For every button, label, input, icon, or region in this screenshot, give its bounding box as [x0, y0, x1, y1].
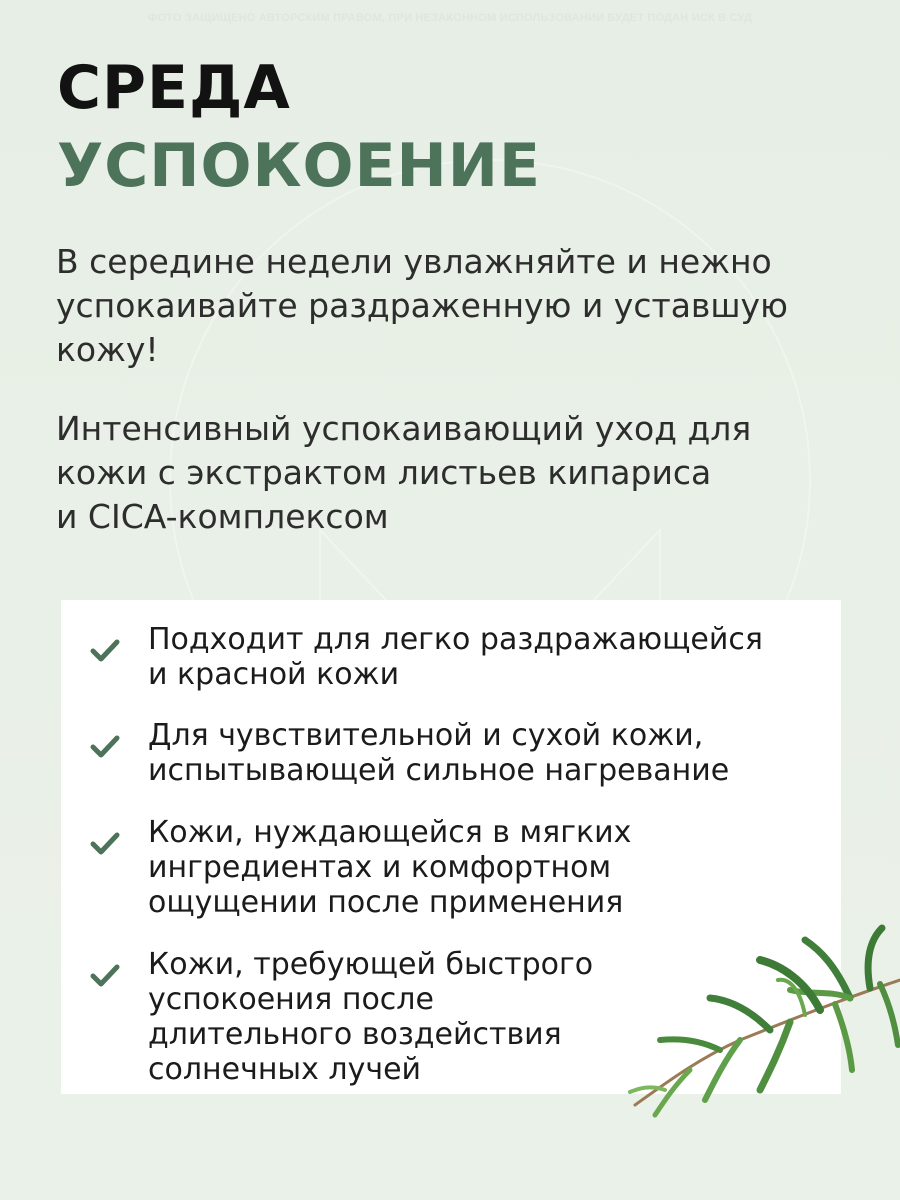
description-paragraph: [56, 407, 856, 539]
checkmark-icon: [89, 634, 121, 666]
description-line: Интенсивный успокаивающий уход для: [56, 409, 752, 448]
benefit-line: успокоения после: [148, 982, 434, 1017]
intro-line: В середине недели увлажняйте и нежно: [56, 242, 772, 281]
description-line: кожи с экстрактом листьев кипариса: [56, 453, 712, 492]
benefit-line: солнечных лучей: [148, 1052, 422, 1087]
intro-line: кожу!: [56, 330, 159, 369]
cypress-branch-image: [620, 920, 900, 1120]
benefit-text: [148, 622, 828, 692]
benefit-line: ингредиентах и комфортном: [148, 850, 612, 885]
benefit-line: длительного воздействия: [148, 1017, 562, 1052]
intro-line: успокаивайте раздраженную и уставшую: [56, 286, 788, 325]
benefit-line: Кожи, требующей быстрого: [148, 947, 594, 982]
benefit-line: Для чувствительной и сухой кожи,: [148, 718, 704, 753]
checkmark-icon: [89, 730, 121, 762]
benefit-line: Подходит для легко раздражающейся: [148, 622, 763, 657]
benefit-text: [148, 815, 828, 920]
checkmark-icon: [89, 959, 121, 991]
checkmark-icon: [89, 827, 121, 859]
page-subtitle: УСПОКОЕНИЕ: [57, 131, 541, 201]
benefit-line: испытывающей сильное нагревание: [148, 753, 730, 788]
copyright-notice: ФОТО ЗАЩИЩЕНО АВТОРСКИМ ПРАВОМ, ПРИ НЕЗАКОННОМ ИСПОЛЬЗОВАНИИ БУДЕТ ПОДАН ИСК В СУД: [147, 12, 753, 24]
description-line: и CICA-комплексом: [56, 497, 389, 536]
benefit-text: [148, 718, 828, 788]
page-title: СРЕДА: [57, 53, 291, 123]
benefit-line: Кожи, нуждающейся в мягких: [148, 815, 632, 850]
intro-paragraph: [56, 240, 856, 372]
benefit-line: и красной кожи: [148, 657, 400, 692]
benefit-line: ощущении после применения: [148, 885, 624, 920]
